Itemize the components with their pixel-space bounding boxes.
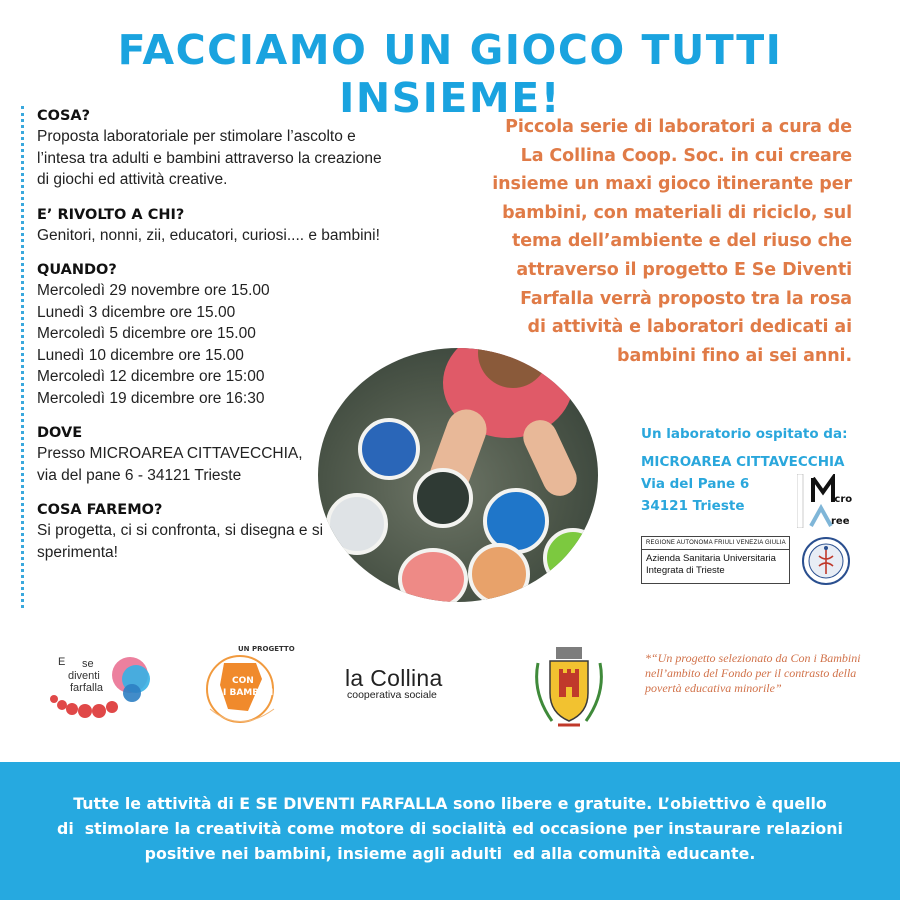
section-body [37,225,431,247]
farfalla-logo-text: diventi [68,670,100,682]
project-quote: *“Un progetto selezionato da Con i Bambini nell’ambito del Fondo per il contrasto della povertà educativa minorile” [645,651,861,695]
host-address: Via del Pane 6 [641,476,750,492]
microarea-text: ree [831,516,850,527]
date-line: Lunedì 10 dicembre ore 15.00 [37,346,244,364]
host-venue: MICROAREA CITTAVECCHIA [641,454,845,470]
section-heading: COSA FAREMO? [37,502,163,518]
footer-text [57,791,843,866]
farfalla-logo-text: se [82,658,94,670]
child-arm [518,415,583,502]
la-collina-logo [345,665,475,710]
section-heading: DOVE [37,425,83,441]
paint-cup-pink [398,548,468,602]
section-cosa [37,106,431,191]
intro-line: insieme un maxi gioco itinerante per [492,174,852,195]
section-line: Si progetta, ci si confronta, si disegna e si [37,522,324,539]
section-body [37,126,431,191]
footer-line: positive nei bambini, insieme agli adulti ed alla comunità educante. [144,843,756,863]
conibambini-text: CON [232,676,254,686]
con-i-bambini-logo [200,639,310,729]
intro-line: Piccola serie di laboratori a cura de [505,117,852,137]
date-line: Mercoledì 12 dicembre ore 15:00 [37,368,265,385]
section-rivolto [37,205,431,247]
asugi-logo [641,536,790,584]
footer-banner [0,762,900,900]
intro-line: La Collina Coop. Soc. in cui creare [520,145,852,166]
intro-line: bambini, con materiali di riciclo, sul [502,202,852,223]
section-line: Genitori, nonni, zii, educatori, curiosi.... e bambini! [37,226,380,244]
paint-cups-photo [318,348,598,602]
paint-cup-dark [413,468,473,528]
footer-line: di stimolare la creatività come motore di socialità ed occasione per instaurare relazioni [57,818,843,838]
intro-line: tema dell’ambiente e del riuso che [511,231,852,252]
asugi-name [642,550,789,580]
conibambini-arc-text: UN PROGETTO [238,645,295,653]
collina-name: la Collina [345,665,443,691]
section-line: sperimenta! [37,543,118,561]
date-line: Mercoledì 5 dicembre ore 15.00 [37,325,256,342]
farfalla-logo-text: farfalla [70,682,104,694]
intro-paragraph [412,113,852,370]
date-line: Mercoledì 19 dicembre ore 16:30 [37,389,265,407]
intro-line: Farfalla verrà proposto tra la rosa [520,288,852,309]
host-city: 34121 Trieste [641,498,745,514]
section-line: Presso MICROAREA CITTAVECCHIA, [37,445,303,462]
paint-cup-green [543,528,598,588]
microarea-text: icro [831,494,853,505]
footer-line: Tutte le attività di E SE DIVENTI FARFALLA sono libere e gratuite. L’obiettivo è quello [73,793,827,813]
section-line: di giochi ed attività creative. [37,171,228,188]
microarea-logo [797,474,855,528]
section-line: via del pane 6 - 34121 Trieste [37,466,242,484]
institution-seal-icon [801,536,851,586]
e-se-diventi-farfalla-logo [44,645,154,720]
intro-line: bambini fino ai sei anni. [617,345,852,366]
asugi-name-line: Azienda Sanitaria Universitaria [646,553,776,564]
asugi-name-line: Integrata di Trieste [646,565,725,576]
section-line: l’intesa tra adulti e bambini attraverso la creazione [37,149,382,167]
section-heading: QUANDO? [37,262,117,278]
trieste-crest-icon [532,643,606,729]
date-line: Mercoledì 29 novembre ore 15.00 [37,282,270,299]
section-heading: COSA? [37,108,91,124]
intro-line: attraverso il progetto E Se Diventi [516,259,852,280]
section-heading: E’ RIVOLTO A CHI? [37,206,185,223]
page-title: FACCIAMO UN GIOCO TUTTI INSIEME! [117,26,783,122]
paint-cup-white [326,493,388,555]
collina-subtitle: cooperativa sociale [347,689,437,701]
section-line: Proposta laboratoriale per stimolare l’ascolto e [37,128,356,145]
region-label: REGIONE AUTONOMA FRIULI VENEZIA GIULIA [642,537,789,550]
intro-line: di attività e laboratori dedicati ai [527,317,852,338]
host-label: Un laboratorio ospitato da: [641,426,848,442]
conibambini-text: I BAMBINI [223,688,274,698]
paint-cup-orange [468,543,530,602]
farfalla-logo-text: E [58,656,66,668]
paint-cup-blue [358,418,420,480]
date-line: Lunedì 3 dicembre ore 15.00 [37,303,236,321]
